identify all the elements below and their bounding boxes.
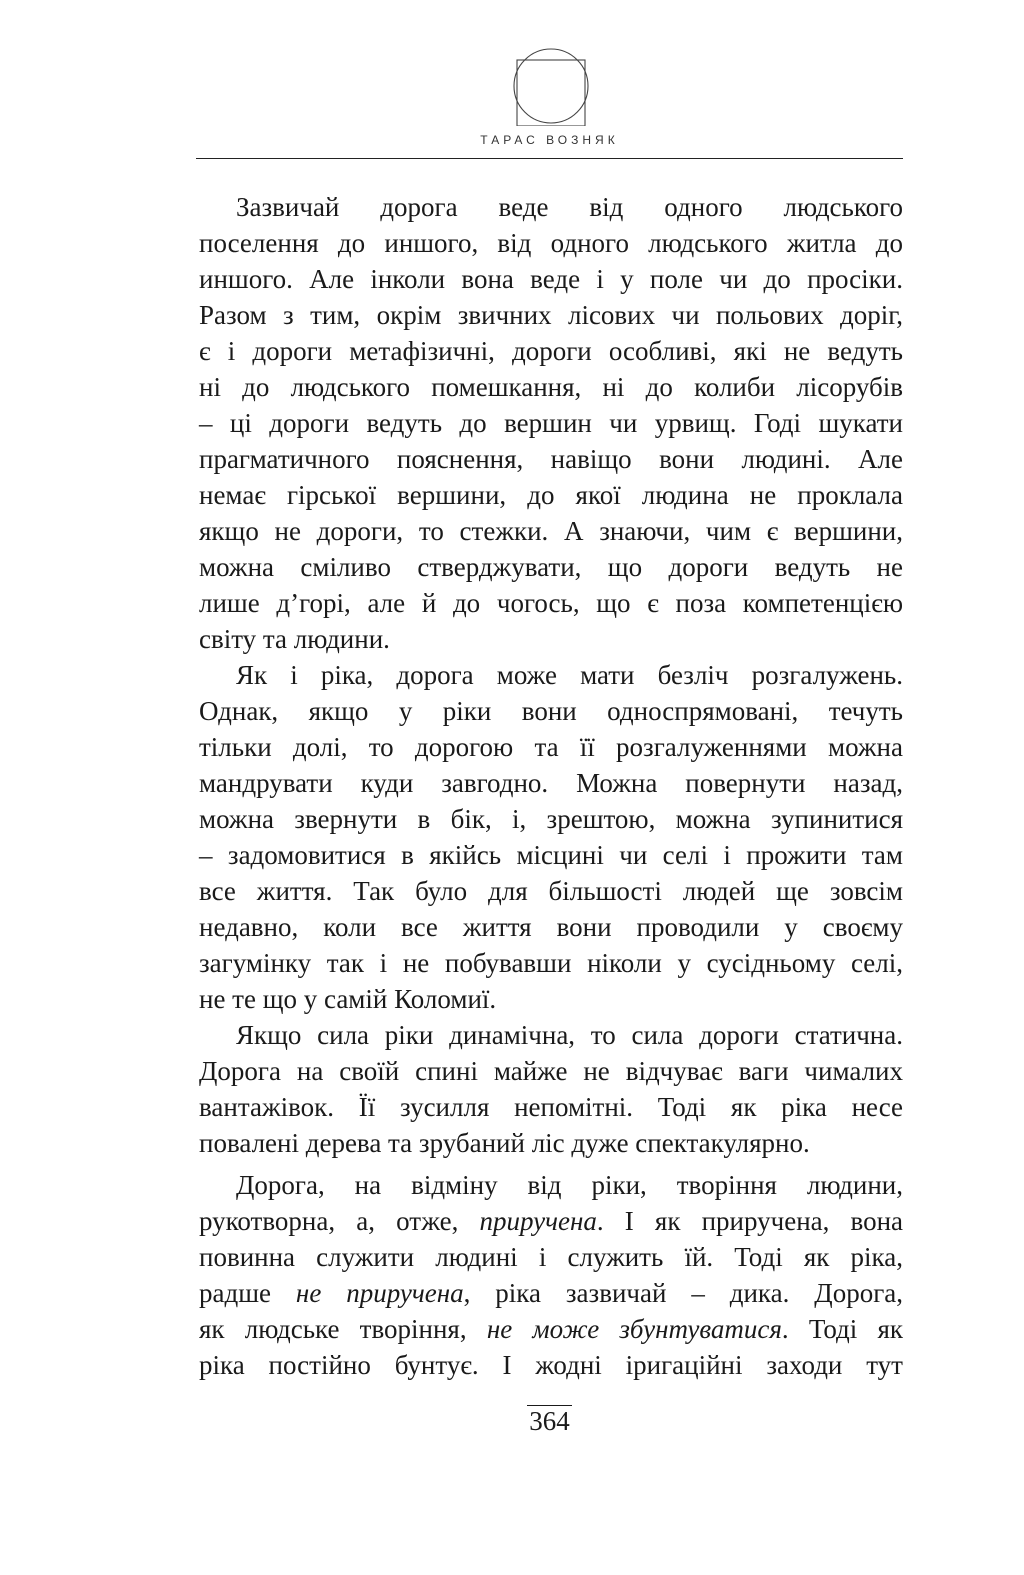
page-number-value: 364 [529,1406,570,1436]
text-line: можна сміливо стверджувати, що дороги ведуть не [199,552,903,582]
text-run: рукотворна, а, отже, [199,1206,459,1236]
text-line [199,1203,903,1239]
text-line: загумінку так і не побувавши ніколи у сусідньому селі, [199,948,903,978]
text-run: радше [199,1278,271,1308]
text-line: можна звернути в бік, і, зрештою, можна зупинитися [199,804,903,834]
text-line: Однак, якщо у ріки вони односпрямовані, течуть [199,696,903,726]
text-line: Дорога на своїй спині майже не відчуває ваги чималих [199,1056,903,1086]
text-line: немає гірської вершини, до якої людина не проклала [199,480,903,510]
text-line: повалені дерева та зрубаний ліс дуже спектакулярно. [199,1128,810,1158]
text-line: лише д’горі, але й до чогось, що є поза компетенцією [199,588,903,618]
circle-square-emblem-icon [511,46,591,126]
text-line [199,1275,903,1311]
text-run: як людське творіння, [199,1314,467,1344]
text-line: ріка постійно бунтує. І жодні іригаційні заходи тут [199,1350,903,1380]
emphasis: не може збунтуватися [486,1314,782,1344]
text-line: мандрувати куди завгодно. Можна повернути назад, [199,768,903,798]
text-line: вантажівок. Її зусилля непомітні. Тоді як ріка несе [199,1092,903,1122]
paragraph [199,1167,903,1383]
text-run: . І як приручена, вона [596,1206,904,1236]
emphasis: не приручена [295,1278,464,1308]
text-line: Як і ріка, дорога може мати безліч розгалужень. [236,660,903,690]
text-line: прагматичного пояснення, навіщо вони людині. Але [199,444,903,474]
emphasis: приручена [479,1206,597,1236]
text-run: , ріка зазвичай – дика. Дорога, [463,1278,904,1308]
text-line: Дорога, на відміну від ріки, творіння людини, [236,1170,903,1200]
header-rule [196,158,903,159]
text-line: иншого. Але інколи вона веде і у поле чи до просіки. [199,264,903,294]
page-number [196,1406,903,1437]
text-line: світу та людини. [199,624,390,654]
paragraph [199,657,903,1017]
text-line: є і дороги метафізичні, дороги особливі, які не ведуть [199,336,903,366]
text-line: – ці дороги ведуть до вершин чи урвищ. Годі шукати [199,408,903,438]
paragraph [199,1017,903,1161]
text-line: Зазвичай дорога веде від одного людського [236,192,903,222]
body-text [199,189,903,1383]
text-line: якщо не дороги, то стежки. А знаючи, чим є вершини, [199,516,903,546]
text-line: повинна служити людині і служить їй. Тоді як ріка, [199,1242,903,1272]
text-line: Якщо сила ріки динамічна, то сила дороги статична. [236,1020,903,1050]
text-line: поселення до иншого, від одного людського житла до [199,228,903,258]
text-line: – задомовитися в якійсь місцині чи селі і прожити там [199,840,903,870]
text-line: все життя. Так було для більшості людей ще зовсім [199,876,903,906]
text-line: тільки долі, то дорогою та її розгалуженнями можна [199,732,903,762]
text-line: ні до людського помешкання, ні до колиби лісорубів [199,372,903,402]
text-line: недавно, коли все життя вони проводили у своєму [199,912,903,942]
text-line [199,1311,903,1347]
text-run: . Тоді як [781,1314,904,1344]
running-head: ТАРАС ВОЗНЯК [480,133,619,147]
text-line: не те що у самій Коломиї. [199,984,497,1014]
paragraph [199,189,903,657]
text-line: Разом з тим, окрім звичних лісових чи польових доріг, [199,300,903,330]
